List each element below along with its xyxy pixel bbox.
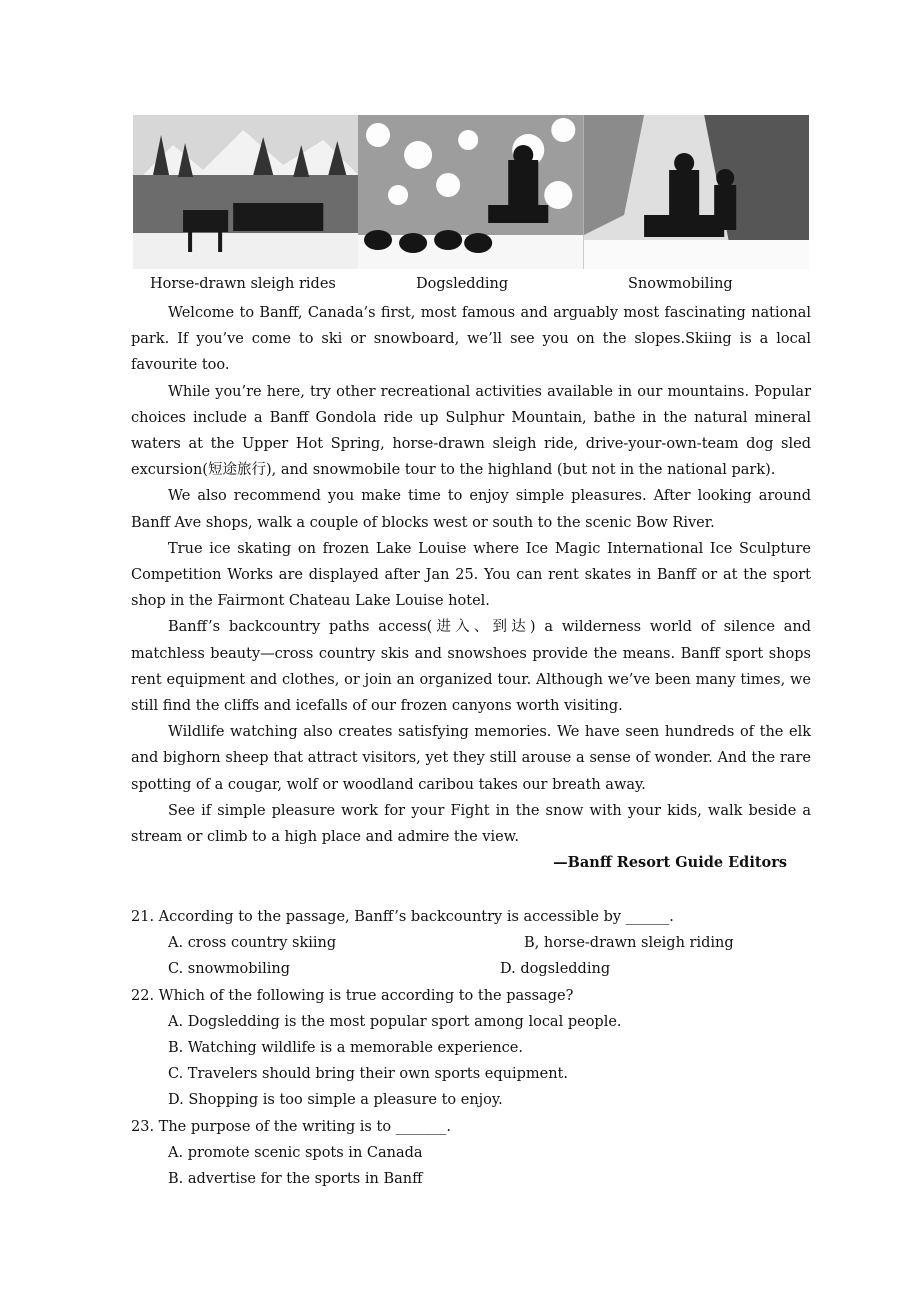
caption-horse-sleigh: Horse-drawn sleigh rides	[150, 276, 336, 292]
option: C. Travelers should bring their own sports equipment.	[168, 1066, 568, 1083]
paragraph: Wildlife watching also creates satisfying memories. We have seen hundreds of the elk and bighorn sheep that attract visitors, yet they still arouse a sense of wonder. And the rare spotting of a cougar, wolf or woodland caribou takes our breath away.	[131, 724, 811, 793]
paragraph: True ice skating on frozen Lake Louise where Ice Magic International Ice Sculpture Competition Works are displayed after Jan 25. You can rent skates in Banff or at the sport shop in the Fairmont Chateau Lake Louise hotel.	[131, 540, 811, 610]
dogsled-photo	[358, 115, 583, 269]
option: B. Watching wildlife is a memorable experience.	[168, 1039, 523, 1056]
question-22: 22. Which of the following is true according to the passage?	[131, 987, 574, 1004]
option: D. Shopping is too simple a pleasure to enjoy.	[168, 1092, 503, 1109]
horse-sleigh-photo	[133, 115, 358, 269]
option: A. cross country skiing	[168, 935, 337, 952]
questions	[131, 904, 811, 1192]
question-23: 23. The purpose of the writing is to _______.	[131, 1118, 452, 1135]
question-21: 21. According to the passage, Banff’s backcountry is accessible by ______.	[131, 909, 674, 925]
paragraph: See if simple pleasure work for your Fight in the snow with your kids, walk beside a stream or climb to a high place and admire the view.	[131, 802, 811, 846]
signature: —Banff Resort Guide Editors	[553, 854, 787, 872]
option: A. promote scenic spots in Canada	[168, 1144, 423, 1161]
option: B. advertise for the sports in Banff	[168, 1171, 423, 1187]
paragraph: Welcome to Banff, Canada’s first, most famous and arguably most fascinating national park. If you’ve come to ski or snowboard, we’ll see you on the slopes.Skiing is a local favourite too.	[131, 305, 811, 374]
caption-snowmobiling: Snowmobiling	[628, 276, 733, 292]
paragraph: We also recommend you make time to enjoy simple pleasures. After looking around Banff Ave shops, walk a couple of blocks west or south to the scenic Bow River.	[131, 488, 811, 531]
paragraph: Banff’s backcountry paths access(进入、到达) a wilderness world of silence and matchless beauty—cross country skis and snowshoes provide the means. Banff sport shops rent equipment and clothes, or join an organized tour. Although we’ve been many times, we still find the cliffs and icefalls of our frozen canyons worth visiting.	[131, 619, 811, 715]
paragraph: While you’re here, try other recreational activities available in our mountains. Popular choices include a Banff Gondola ride up Sulphur Mountain, bathe in the natural mineral waters at the Upper Hot Spring, horse-drawn sleigh ride, drive-your-own-team dog sled excursion(短途旅行), and snowmobile tour to the highland (but not in the national park).	[131, 383, 811, 479]
option: A. Dogsledding is the most popular sport among local people.	[168, 1013, 622, 1030]
options-row	[131, 956, 811, 982]
options-row	[131, 930, 811, 956]
article	[131, 300, 811, 876]
snowmobile-photo	[584, 115, 809, 269]
photo-captions	[133, 276, 809, 296]
photo-strip	[133, 115, 809, 269]
option: C. snowmobiling	[168, 961, 291, 978]
option: D. dogsledding	[500, 961, 611, 978]
caption-dogsledding: Dogsledding	[416, 276, 509, 292]
option: B, horse-drawn sleigh riding	[524, 935, 734, 952]
